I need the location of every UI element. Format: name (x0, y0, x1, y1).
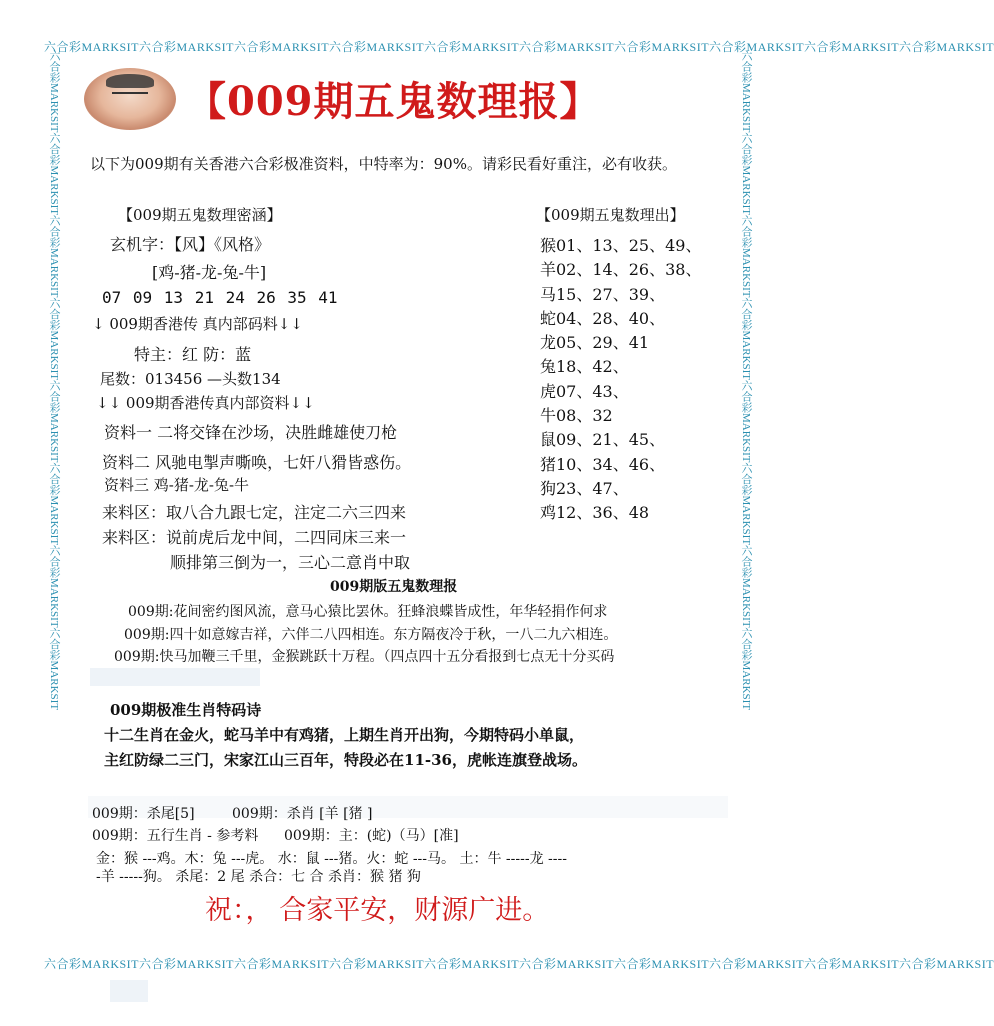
poem-line-two: 主红防绿二三门，宋家江山三百年，特段必在11-36，虎帐连旗登战场。 (104, 751, 587, 769)
kill-tail-line: 009期：杀尾[5] (92, 806, 195, 822)
poem-header: 009期极准生肖特码诗 (110, 701, 262, 719)
blessing-text: 祝：， 合家平安，财源广进。 (205, 895, 550, 925)
zodiac-row: 狗23、47、 (540, 478, 629, 498)
frame-right-border (738, 50, 754, 960)
zodiac-row: 猴01、13、25、49、 (540, 236, 702, 255)
source-line-one: 来料区：取八合九跟七定，注定二六三四来 (102, 503, 407, 522)
zodiac-row: 蛇04、28、40、 (540, 308, 666, 328)
frame-left-border (46, 50, 62, 960)
zodiac-row: 羊02、14、26、38、 (540, 260, 702, 280)
zodiac-row: 鸡12、36、48 (540, 503, 650, 523)
frame-top-border: 六合彩MARKSIT六合彩MARKSIT六合彩MARKSIT六合彩MARKSIT六合彩MARKSIT六合彩MARKSIT六合彩MARKSIT六合彩MARKSIT六合彩MARKSIT六合彩MARKSIT (44, 40, 994, 54)
info-three: 资料三 鸡-猪-龙-兔-牛 (104, 476, 250, 494)
number-list: 07 09 13 21 24 26 35 41 (102, 288, 338, 307)
zodiac-row: 兔18、42、 (540, 357, 629, 377)
mid-line-three: 009期:快马加鞭三千里，金猴跳跃十万程。（四点四十五分看报到七点无十分买码 (114, 649, 615, 665)
portrait-glasses (112, 92, 148, 102)
mid-line-two: 009期:四十如意嫁吉祥，六伴二八四相连。东方隔夜冷于秋，一八二九六相连。 (124, 627, 618, 643)
frame-bottom-border: 六合彩MARKSIT六合彩MARKSIT六合彩MARKSIT六合彩MARKSIT六合彩MARKSIT六合彩MARKSIT六合彩MARKSIT六合彩MARKSIT六合彩MARKSIT六合彩MARKSIT (44, 957, 994, 971)
tail-numbers: 尾数：013456 —头数134 (100, 370, 281, 388)
zodiac-row: 虎07、43、 (540, 381, 629, 401)
zodiac-row: 鼠09、21、45、 (540, 430, 666, 450)
left-header: 【009期五鬼数理密涵】 (118, 206, 282, 224)
author-portrait (84, 68, 176, 130)
info-two: 资料二 风驰电掣声嘶唤，七奸八猾皆惑伤。 (102, 453, 412, 472)
elements-line: 金：猴 ---鸡。木：兔 ---虎。 水：鼠 ---猪。火：蛇 ---马。 土：牛 -----龙 ---- (96, 851, 567, 867)
zodiac-row: 马15、27、39、 (540, 284, 666, 304)
info-one: 资料一 二将交锋在沙场，决胜雌雄使刀枪 (104, 423, 398, 442)
frame-right-text: 六合彩MARKSIT六合彩MARKSIT六合彩MARKSIT六合彩MARKSIT六合彩MARKSIT六合彩MARKSIT六合彩MARKSIT六合彩MARKSIT (740, 50, 752, 711)
main-zodiac-line: 009期：主：(蛇)（马）[准] (284, 828, 459, 844)
zodiac-number-list (540, 234, 701, 526)
poem-line-one: 十二生肖在金火，蛇马羊中有鸡猪，上期生肖开出狗，今期特码小单鼠， (104, 726, 585, 744)
xuanji-text: 玄机字：【风】《风格》 (110, 235, 271, 254)
source-line-three: 顺排第三倒为一，三心二意肖中取 (170, 553, 411, 572)
zodiac-combo-line: [鸡-猪-龙-兔-牛] (152, 263, 267, 282)
special-main-color: 特主：红 防：蓝 (134, 345, 252, 364)
page-title: 【009期五鬼数理报】 (186, 78, 601, 125)
intro-text: 以下为009期有关香港六合彩极准资料，中特率为：90%。请彩民看好重注，必有收获。 (90, 155, 677, 173)
five-elements-reference: 009期：五行生肖 - 参考料 (92, 828, 259, 844)
section-internal-codes: ↓ 009期香港传 真内部码料↓↓ (92, 315, 303, 333)
kill-summary-line: -羊 -----狗。 杀尾：2 尾 杀合：七 合 杀肖：猴 猪 狗 (96, 869, 421, 885)
faint-panel (90, 668, 260, 686)
source-line-two: 来料区：说前虎后龙中间，二四同床三来一 (102, 528, 407, 547)
zodiac-row: 龙05、29、41 (540, 333, 650, 353)
faint-panel (110, 980, 148, 1002)
kill-zodiac-line: 009期：杀肖 [羊 [猪 ] (232, 806, 373, 822)
section-internal-info: ↓↓ 009期香港传真内部资料↓↓ (96, 394, 315, 412)
frame-left-text: 六合彩MARKSIT六合彩MARKSIT六合彩MARKSIT六合彩MARKSIT六合彩MARKSIT六合彩MARKSIT六合彩MARKSIT六合彩MARKSIT (48, 50, 60, 711)
zodiac-row: 猪10、34、46、 (540, 454, 666, 474)
right-header: 【009期五鬼数理出】 (536, 206, 685, 224)
mid-line-one: 009期:花间密约图风流，意马心猿比罢休。狂蜂浪蝶皆成性，年华轻捐作何求 (128, 604, 608, 620)
portrait-hair (106, 74, 154, 88)
zodiac-row: 牛08、32 (540, 406, 613, 426)
mid-section-header: 009期版五鬼数理报 (330, 579, 458, 595)
